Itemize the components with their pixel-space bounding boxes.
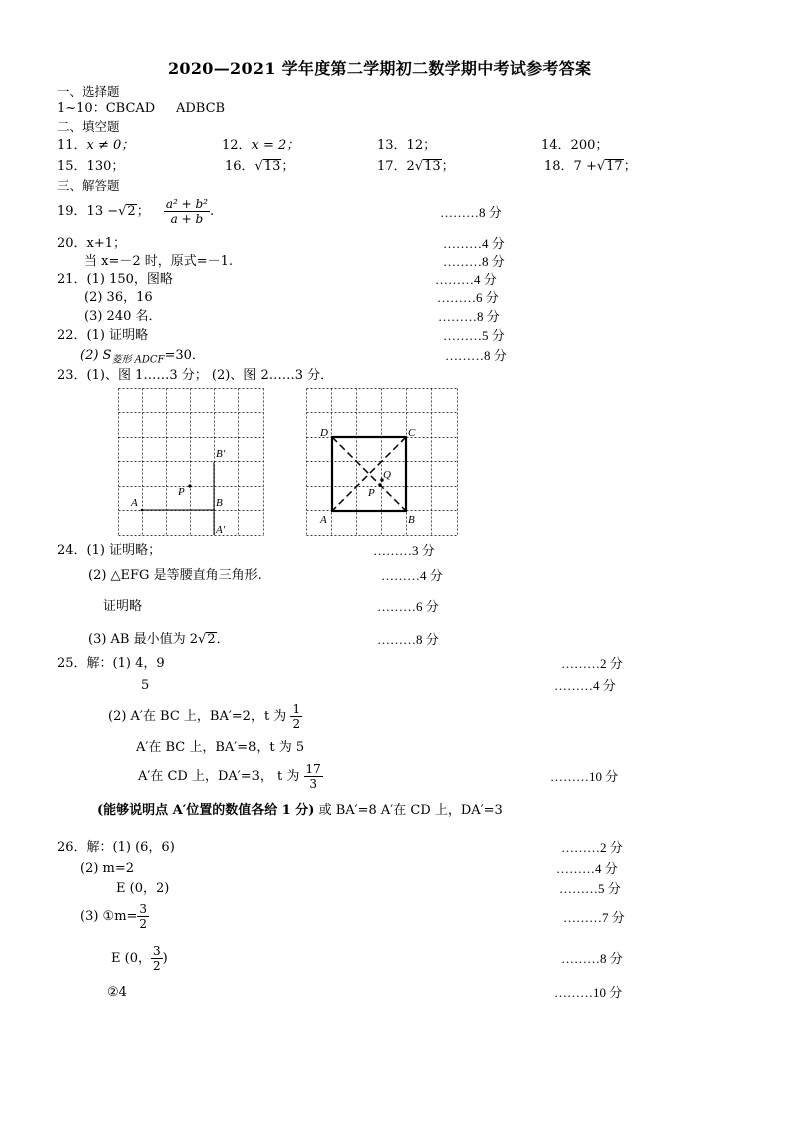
q24-score4: ………8 分	[377, 632, 439, 647]
fill-11	[57, 138, 134, 154]
q25-line3-den: 2	[292, 717, 301, 731]
q19-radicand: 2	[127, 204, 136, 219]
q20-line1: 20．x+1；	[57, 236, 127, 251]
section-fill: 二、填空题	[57, 119, 120, 134]
q25-line5-den: 3	[309, 777, 317, 791]
q22-score2: ………8 分	[445, 348, 507, 363]
fill-11-label: 11．	[57, 138, 87, 153]
q25-line3	[108, 702, 302, 732]
label-d: D	[320, 427, 328, 439]
fill-16-label: 16．	[225, 159, 255, 174]
q22-line2	[80, 348, 205, 369]
fill-18-radicand: 17	[606, 159, 623, 174]
fill-14: 14．200；	[541, 138, 609, 153]
q19-fraction	[164, 197, 210, 226]
q24-score2: ………4 分	[381, 568, 443, 583]
q26-line6: ②4	[107, 985, 127, 1000]
label-a-prime: A′	[216, 524, 226, 536]
q25-line2: 5	[141, 678, 150, 693]
fill-13: 13．12；	[377, 138, 437, 153]
q26-line4	[80, 902, 149, 932]
section-choice: 一、选择题	[57, 84, 120, 99]
q20-score1: ………4 分	[443, 236, 505, 251]
q21-line2: (2) 36，16	[84, 290, 153, 305]
q26-line2: (2) m=2	[80, 861, 135, 876]
point-a	[141, 509, 144, 512]
q21-score3: ………8 分	[438, 309, 500, 324]
label-b: B	[216, 497, 223, 509]
q19-prefix: 19．13 −	[57, 204, 119, 219]
q25-score5: ………10 分	[550, 769, 619, 784]
q24-line4-text: (3) AB 最小值为 2	[88, 632, 199, 647]
q25-line1: 25．解：(1) 4，9	[57, 656, 165, 671]
fill-17: 17．2√13；	[377, 159, 455, 174]
q25-score1: ………2 分	[561, 656, 623, 671]
q26-line1: 26．解：(1) (6，6)	[57, 840, 175, 855]
q22-score1: ………5 分	[443, 328, 505, 343]
fill-16: 16．√13；	[225, 159, 295, 174]
q24-line4-end: ．	[216, 632, 230, 647]
fill-18: 18．7 +√17；	[544, 159, 637, 174]
q24-score1: ………3 分	[373, 543, 435, 558]
q24-line1: 24．(1) 证明略；	[57, 543, 162, 558]
label-q: Q	[383, 469, 391, 481]
q24-line2: (2) △EFG 是等腰直角三角形.	[88, 568, 262, 583]
q25-line3-text: (2) A′在 BC 上，BA′=2，t 为	[108, 709, 287, 724]
label-a: A	[131, 497, 138, 509]
q26-line4-den: 2	[139, 917, 148, 931]
label-a: A	[320, 514, 327, 526]
q25-note	[97, 803, 503, 819]
q25-line4: A′在 BC 上，BA′=8，t 为 5	[136, 740, 305, 755]
figure-1-grid	[118, 388, 264, 536]
choice-answers-1: 1~10：CBCAD	[57, 101, 156, 116]
q26-line5-den: 2	[152, 959, 161, 973]
q19-numerator: a² + b²	[165, 197, 208, 211]
q25-line5	[138, 762, 323, 792]
fill-17-sep: ；	[441, 159, 455, 174]
figure-2-grid	[306, 388, 458, 536]
q21-line1: 21．(1) 150，图略	[57, 272, 173, 287]
q21-line3: (3) 240 名．	[84, 309, 162, 324]
q26-line4-fraction	[137, 902, 149, 931]
label-p: P	[178, 486, 185, 498]
q26-score1: ………2 分	[561, 840, 623, 855]
q19: 19．13 −√2； $\frac{\text{a² + b²}}{a + b}$ .	[57, 197, 215, 226]
q25-line5-text: A′在 CD 上，DA′=3， t 为	[138, 769, 300, 784]
fill-17-radicand: 13	[424, 159, 441, 174]
q25-score2: ………4 分	[554, 678, 616, 693]
fill-12-answer: x = 2；	[251, 138, 300, 153]
q22-line1: 22．(1) 证明略	[57, 328, 149, 343]
fill-17-label: 17．2	[377, 159, 415, 174]
q23-text: 23．(1)、图 1……3 分； (2)、图 2……3 分．	[57, 368, 334, 383]
q19-score: ………8 分	[440, 205, 502, 220]
q26-line4-num: 3	[139, 902, 148, 916]
q22-area-subscript: 菱形 ADCF	[111, 354, 165, 366]
q25-line5-fraction	[304, 762, 323, 791]
page-title: 2020—2021 学年度第二学期初二数学期中考试参考答案	[168, 59, 592, 78]
q19-denominator: a + b	[170, 212, 204, 226]
section-answers: 三、解答题	[57, 178, 120, 193]
q21-score1: ………4 分	[435, 272, 497, 287]
fill-15: 15．130；	[57, 159, 125, 174]
q22-area-symbol: (2) S	[80, 348, 112, 363]
q25-note-rest: 或 BA′=8 A′在 CD 上，DA′=3	[314, 803, 503, 818]
q26-line3: E (0，2)	[116, 881, 170, 896]
label-c: C	[408, 427, 416, 439]
q26-line5-num: 3	[152, 944, 161, 958]
fill-18-label: 18．7 +	[544, 159, 597, 174]
q25-line5-num: 17	[305, 762, 321, 776]
fill-18-sep: ；	[623, 159, 637, 174]
q21-score2: ………6 分	[437, 290, 499, 305]
q26-score5: ………8 分	[561, 951, 623, 966]
fill-16-radicand: 13	[263, 159, 281, 174]
q24-line3: 证明略	[103, 599, 143, 614]
fill-12-label: 12．	[222, 138, 252, 153]
fill-16-sep: ；	[281, 159, 295, 174]
label-p: P	[368, 487, 375, 499]
q24-line4-radicand: 2	[207, 632, 216, 647]
point-p	[378, 483, 381, 486]
q19-sep: ；	[136, 204, 150, 219]
point-p	[188, 484, 191, 487]
q25-line3-fraction	[290, 702, 302, 731]
q25-line3-num: 1	[292, 702, 301, 716]
fill-12	[222, 138, 299, 154]
choice-answers-2: ADBCB	[176, 101, 226, 116]
q20-line2: 当 x=－2 时，原式=－1.	[84, 254, 234, 269]
q26-line5-fraction	[151, 944, 163, 973]
label-b: B	[408, 514, 415, 526]
q26-line5-end: )	[162, 951, 168, 966]
q26-score6: ………10 分	[554, 985, 623, 1000]
fill-11-answer: x ≠ 0；	[86, 138, 135, 153]
q26-line5-text: E (0，	[111, 951, 151, 966]
q22-area-value: =30．	[164, 348, 205, 363]
label-b-prime: B′	[216, 448, 226, 460]
q26-line4-text: (3) ①m=	[80, 909, 138, 924]
q25-note-bold: (能够说明点 A′位置的数值各给 1 分)	[97, 803, 315, 818]
q26-score2: ………4 分	[556, 861, 618, 876]
q24-score3: ………6 分	[377, 599, 439, 614]
q26-score3: ………5 分	[559, 881, 621, 896]
q26-score4: ………7 分	[563, 910, 625, 925]
q19-end: .	[209, 204, 215, 219]
q20-score2: ………8 分	[443, 254, 505, 269]
q26-line5	[111, 944, 168, 974]
q24-line4: (3) AB 最小值为 2√2．	[88, 632, 230, 647]
